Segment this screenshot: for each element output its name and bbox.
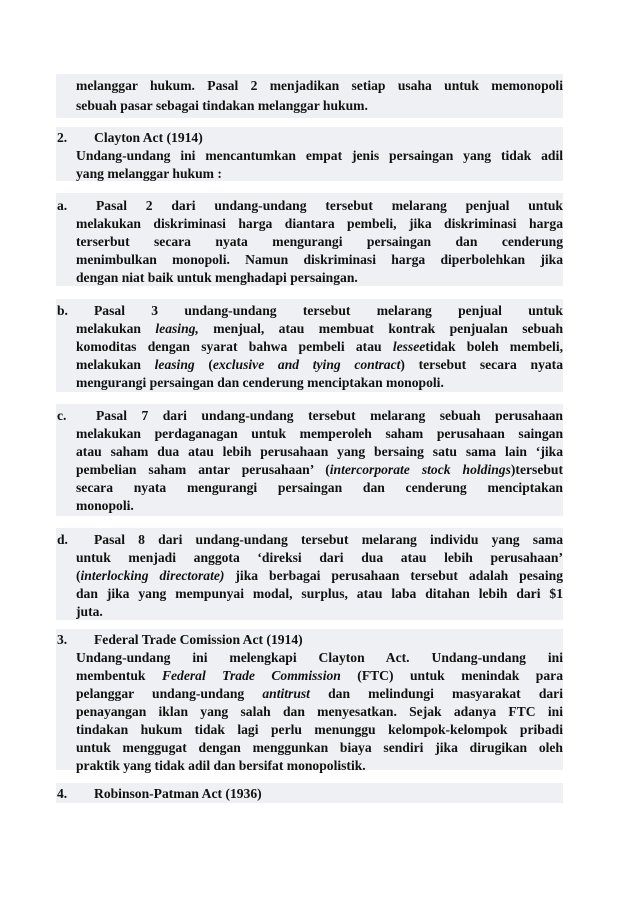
section-heading: Federal Trade Comission Act (1914) (94, 632, 303, 647)
text-line: tindakan hukum tidak lagi perlu menunggu kelompok-kelompok pribadi (76, 722, 563, 737)
text-line: yang melanggar hukum : (76, 166, 222, 181)
section-heading: Robinson-Patman Act (1936) (94, 786, 262, 801)
text-line: untuk menggugat dengan menggunkan biaya sendiri jika dirugikan oleh (76, 740, 563, 755)
text-line: melakukan leasing (exclusive and tying contract) tersebut secara nyata (76, 357, 563, 372)
text-line: dan jika yang mempunyai modal, surplus, atau laba ditahan lebih dari $1 (76, 586, 563, 601)
text-line: melakukan leasing, menjual, atau membuat kontrak penjualan sebuah (76, 321, 563, 336)
text-line: penayangan iklan yang salah dan menyesatkan. Sejak adanya FTC ini (76, 704, 563, 719)
list-letter: b. (57, 303, 68, 318)
text-line: praktik yang tidak adil dan bersifat monopolistik. (76, 758, 366, 773)
text-line: melakukan perdaganagan untuk memperoleh saham perusahaan saingan (76, 426, 563, 441)
text-line: pembelian saham antar perusahaan’ (intercorporate stock holdings)tersebut (76, 462, 563, 477)
text-line: Undang-undang ini mencantumkan empat jenis persaingan yang tidak adil (76, 148, 563, 163)
text-line: membentuk Federal Trade Commission (FTC) untuk menindak para (76, 668, 563, 683)
text-line: komoditas dengan syarat bahwa pembeli atau lesseetidak boleh membeli, (76, 339, 563, 354)
text-line: mengurangi persaingan dan cenderung menciptakan monopoli. (76, 375, 444, 390)
text-line: terserbut secara nyata mengurangi persaingan dan cenderung (76, 234, 563, 249)
text-line: Pasal 7 dari undang-undang tersebut melarang sebuah perusahaan (96, 408, 563, 423)
text-line: Pasal 3 undang-undang tersebut melarang penjual untuk (94, 303, 563, 318)
text-line: melanggar hukum. Pasal 2 menjadikan setiap usaha untuk memonopoli (76, 78, 563, 93)
list-letter: a. (57, 198, 68, 213)
text-line: atau saham dua atau lebih perusahaan yang bersaing satu sama lain ‘jika (76, 444, 563, 459)
list-letter: d. (57, 532, 68, 547)
text-line: untuk menjadi anggota ‘direksi dari dua atau lebih perusahaan’ (76, 550, 563, 565)
text-line: pelanggar undang-undang antitrust dan melindungi masyarakat dari (76, 686, 563, 701)
list-number: 4. (57, 786, 68, 801)
list-number: 2. (57, 130, 68, 145)
text-line: (interlocking directorate) jika berbagai perusahaan tersebut adalah pesaing (76, 568, 563, 583)
text-line: monopoli. (76, 498, 134, 513)
text-line: secara nyata mengurangi persaingan dan cenderung menciptakan (76, 480, 563, 495)
section-heading: Clayton Act (1914) (94, 130, 203, 145)
text-line: Pasal 2 dari undang-undang tersebut melarang penjual untuk (96, 198, 563, 213)
text-line: juta. (76, 604, 103, 619)
list-number: 3. (57, 632, 68, 647)
text-line: menimbulkan monopoli. Namun diskriminasi harga diperbolehkan jika (76, 252, 563, 267)
text-line: Undang-undang ini melengkapi Clayton Act. Undang-undang ini (76, 650, 563, 665)
list-letter: c. (57, 408, 67, 423)
text-line: dengan niat baik untuk menghadapi persaingan. (76, 270, 358, 285)
text-line: melakukan diskriminasi harga diantara pembeli, jika diskriminasi harga (76, 216, 563, 231)
text-line: Pasal 8 dari undang-undang tersebut melarang individu yang sama (94, 532, 563, 547)
text-line: sebuah pasar sebagai tindakan melanggar hukum. (76, 98, 368, 113)
